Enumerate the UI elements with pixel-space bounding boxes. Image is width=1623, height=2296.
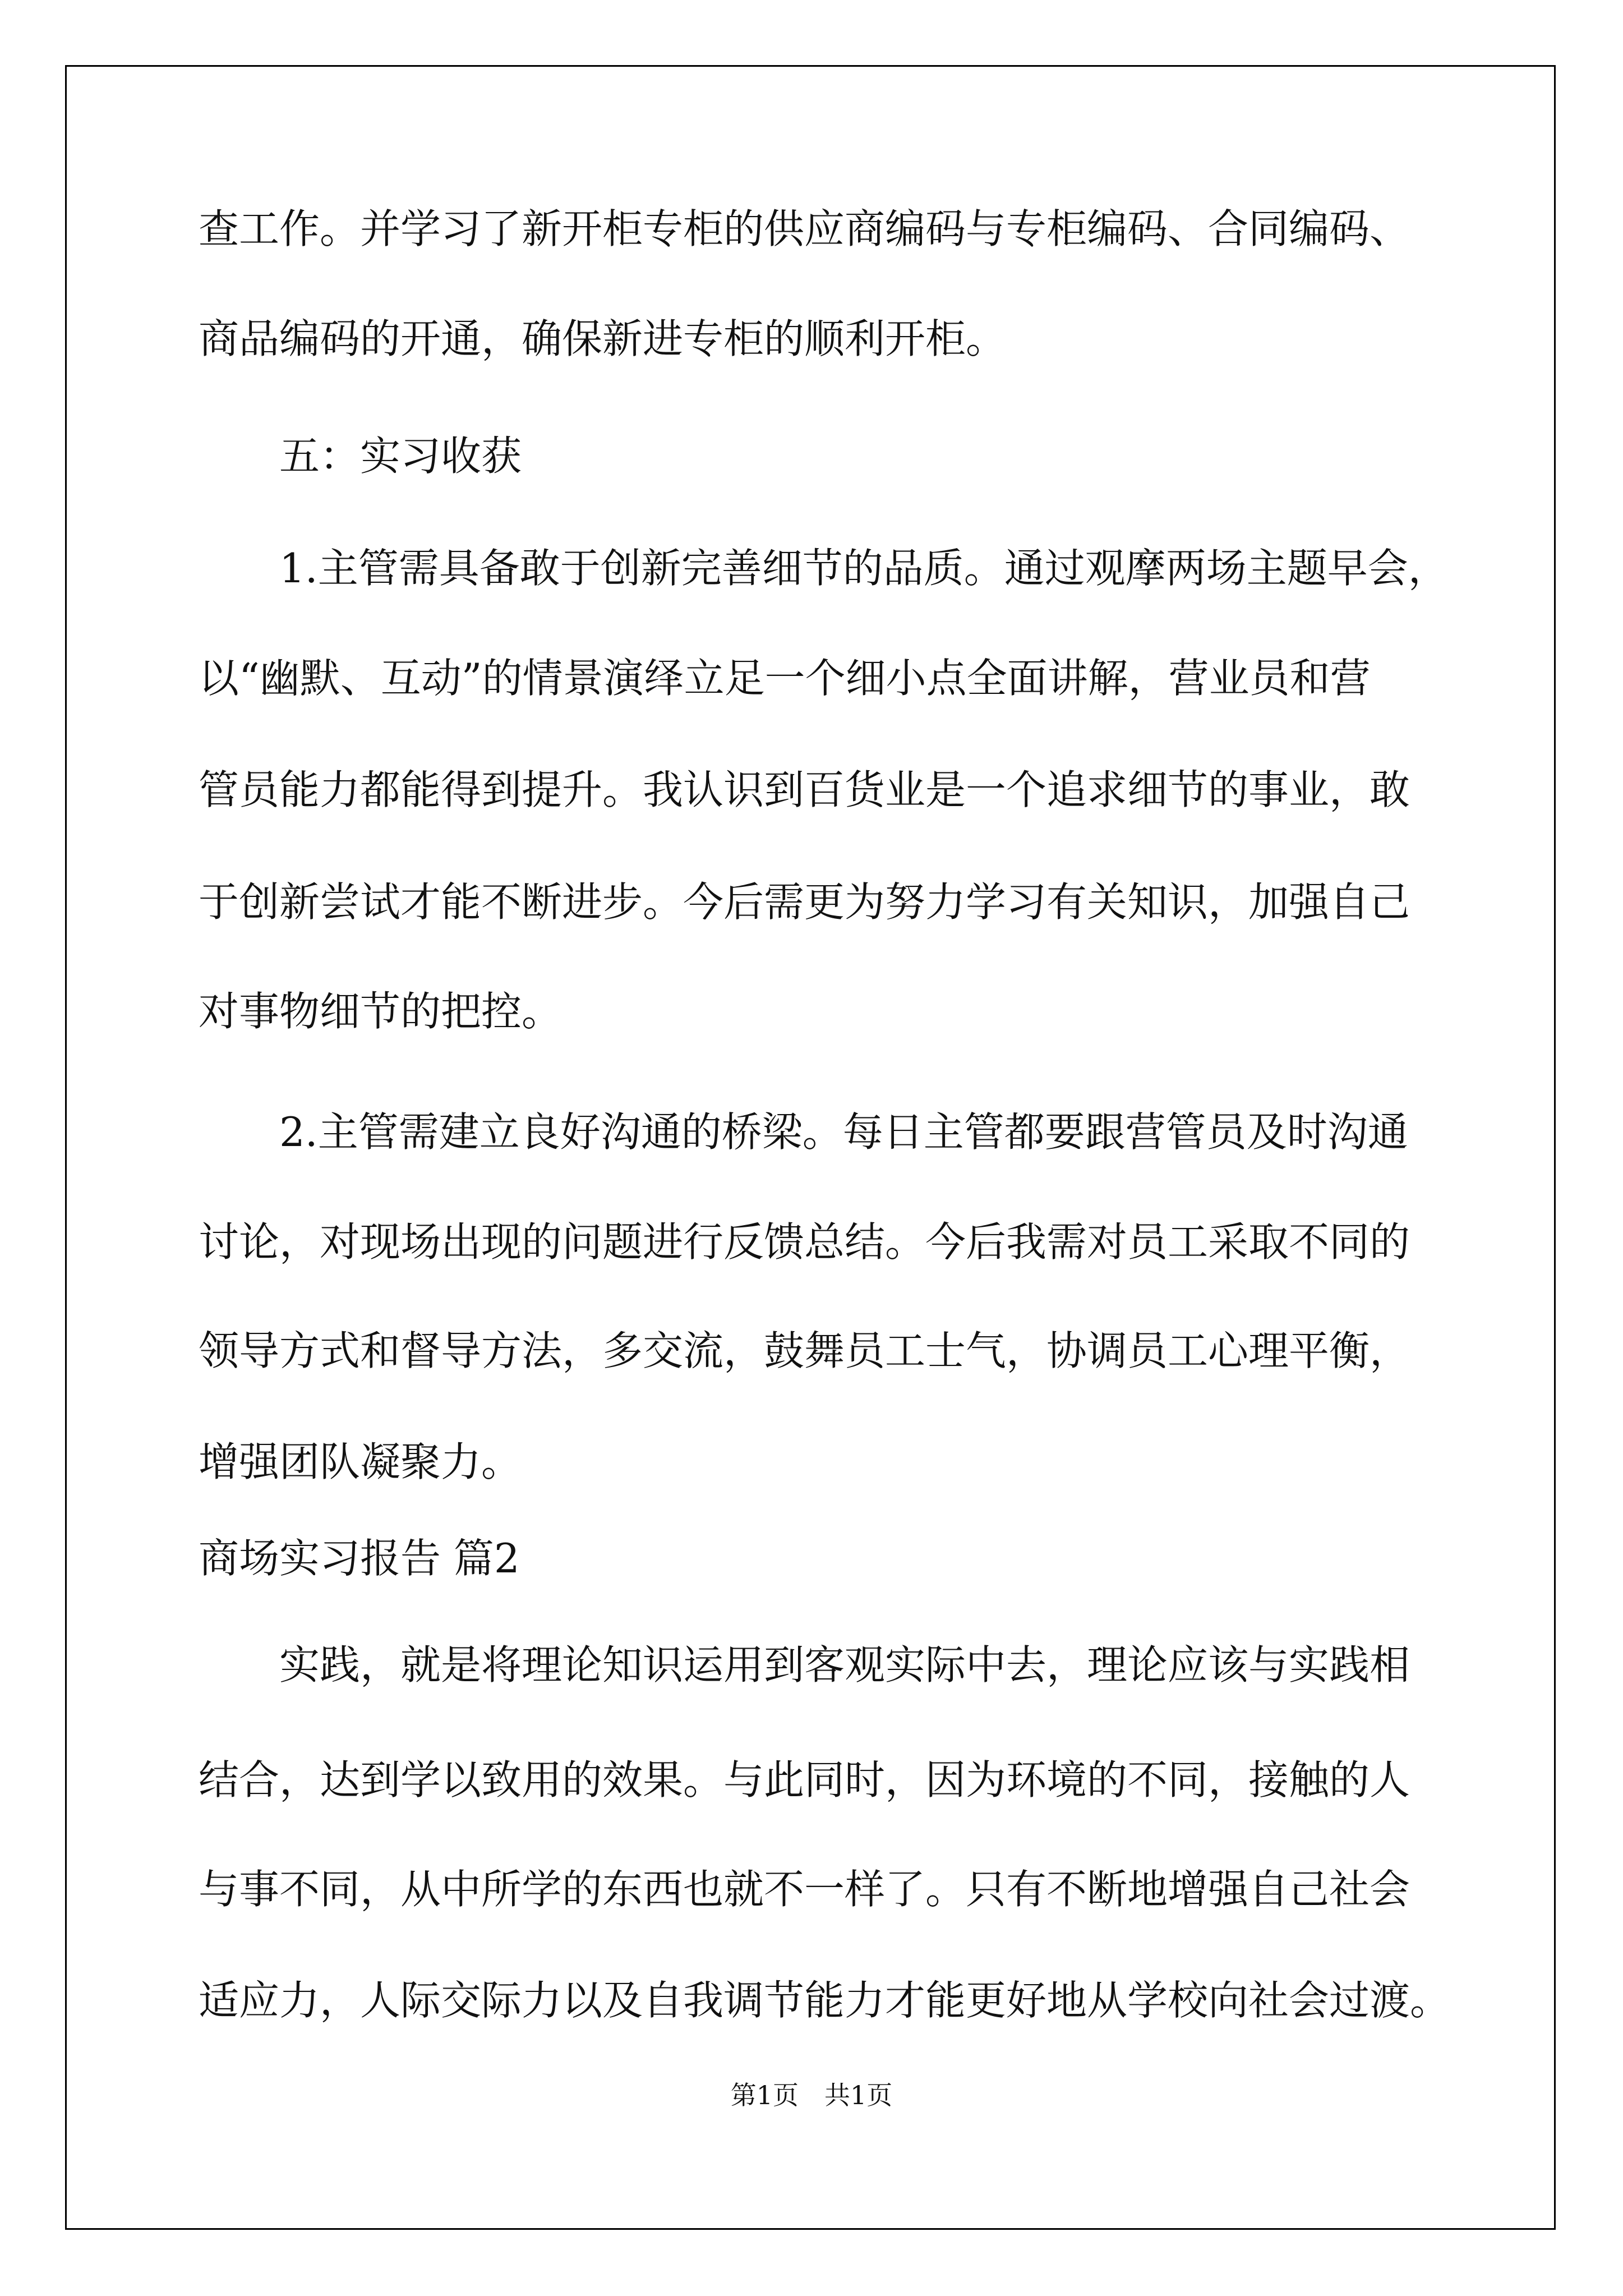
text-line-1: 查工作。并学习了新开柜专柜的供应商编码与专柜编码、合同编码、 [199,205,1410,252]
text-line-2: 商品编码的开通，确保新进专柜的顺利开柜。 [199,315,1007,362]
text-line-14: 实践，就是将理论知识运用到客观实际中去，理论应该与实践相 [279,1641,1410,1688]
text-line-8: 对事物细节的把控。 [199,988,562,1035]
text-line-6: 管员能力都能得到提升。我认识到百货业是一个追求细节的事业，敢 [199,766,1410,813]
text-line-12: 增强团队凝聚力。 [199,1438,522,1485]
text-line-5: 以“幽默、互动”的情景演绎立足一个细小点全面讲解，营业员和营 [199,655,1371,702]
text-line-10: 讨论，对现场出现的问题进行反馈总结。今后我需对员工采取不同的 [199,1218,1410,1266]
text-line-11: 领导方式和督导方法，多交流，鼓舞员工士气，协调员工心理平衡， [199,1327,1410,1374]
section-heading-5: 五：实习收获 [279,432,522,480]
text-line-7: 于创新尝试才能不断进步。今后需更为努力学习有关知识，加强自己 [199,878,1410,926]
text-line-4: 1.主管需具备敢于创新完善细节的品质。通过观摩两场主题早会， [279,545,1449,592]
text-line-16: 与事不同，从中所学的东西也就不一样了。只有不断地增强自己社会 [199,1866,1410,1913]
text-line-9: 2.主管需建立良好沟通的桥梁。每日主管都要跟营管员及时沟通 [279,1108,1408,1156]
page-footer: 第1页 共1页 [730,2080,893,2110]
article-title: 商场实习报告 篇2 [199,1535,520,1582]
text-line-17: 适应力，人际交际力以及自我调节能力才能更好地从学校向社会过渡。 [199,1977,1451,2024]
text-line-15: 结合，达到学以致用的效果。与此同时，因为环境的不同，接触的人 [199,1756,1410,1803]
